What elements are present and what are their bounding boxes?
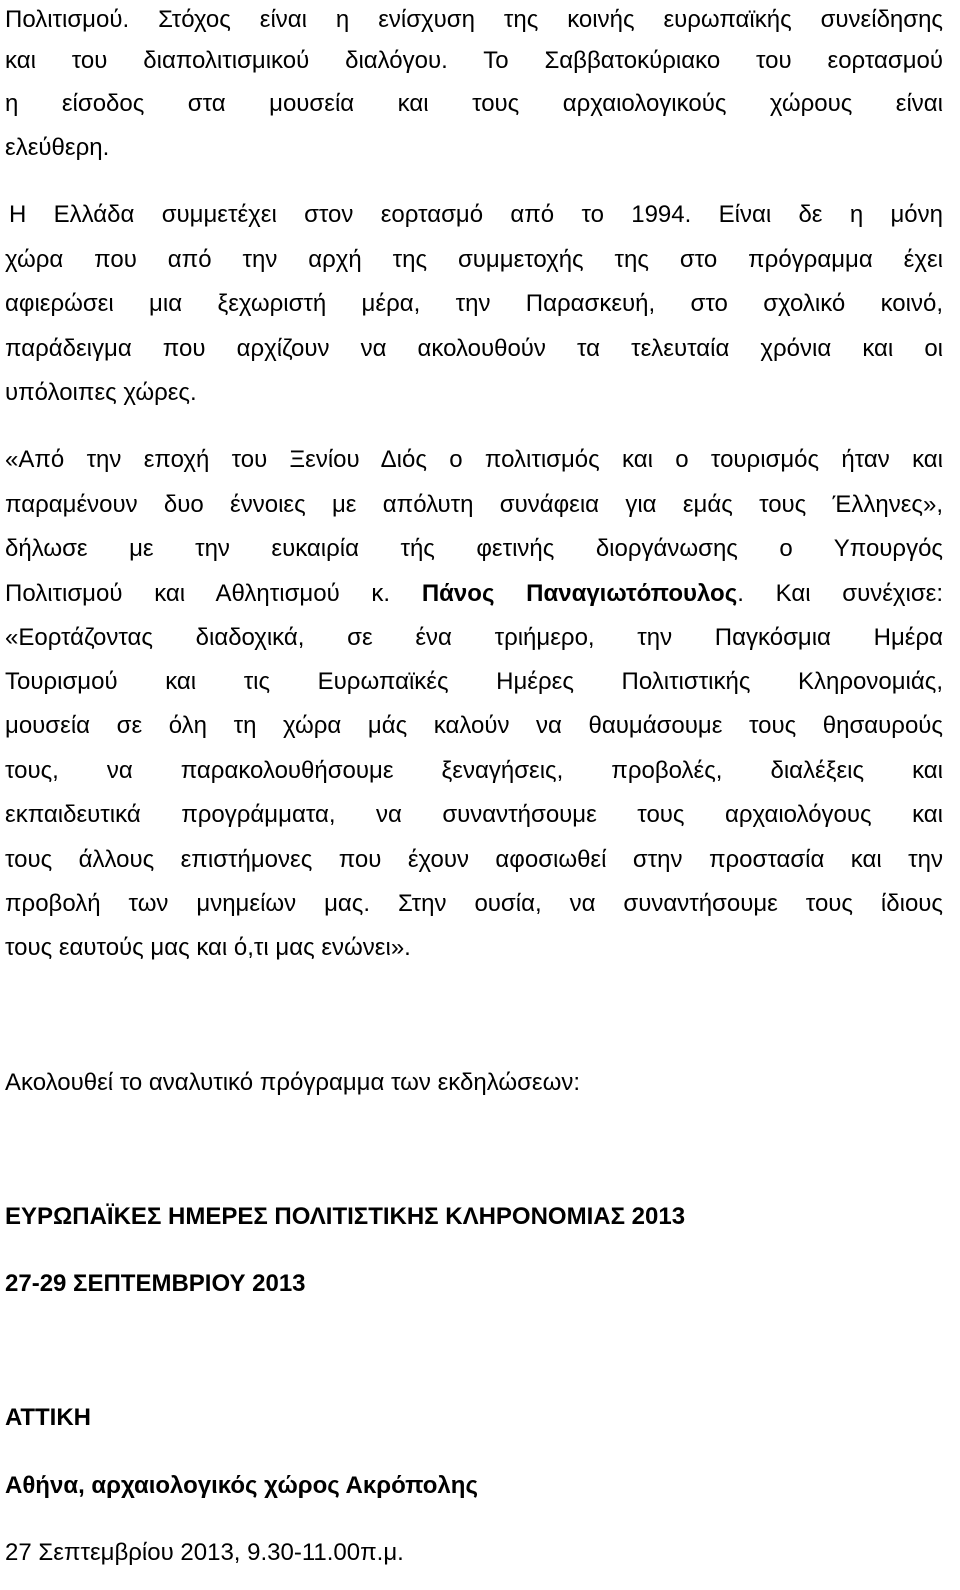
paragraph-line: Τουρισμού και τις Ευρωπαϊκές Ημέρες Πολιτιστικής Κληρονομιάς,: [5, 668, 943, 695]
paragraph-line: Πολιτισμού. Στόχος είναι η ενίσχυση της κοινής ευρωπαϊκής συνείδησης: [5, 6, 943, 33]
paragraph-line: προβολή των μνημείων μας. Στην ουσία, να συναντήσουμε τους ίδιους: [5, 890, 943, 917]
paragraph-line: Η Ελλάδα συμμετέχει στον εορτασμό από το 1994. Είναι δε η μόνη: [9, 201, 943, 228]
paragraph-line: υπόλοιπες χώρες.: [5, 379, 197, 406]
paragraph-line: δήλωσε με την ευκαιρία τής φετινής διοργάνωσης ο Υπουργός: [5, 535, 943, 562]
paragraph-line: [5, 572, 943, 616]
paragraph-line: τους εαυτούς μας και ό,τι μας ενώνει».: [5, 934, 411, 961]
venue-heading: Αθήνα, αρχαιολογικός χώρος Ακρόπολης: [5, 1472, 478, 1499]
paragraph-line: η είσοδος στα μουσεία και τους αρχαιολογικούς χώρους είναι: [5, 90, 943, 117]
paragraph-line: μουσεία σε όλη τη χώρα μάς καλούν να θαυμάσουμε τους θησαυρούς: [5, 712, 943, 739]
text: . Και συνέχισε:: [737, 580, 943, 607]
region-heading: ΑΤΤΙΚΗ: [5, 1404, 91, 1431]
paragraph-line: τους άλλους επιστήμονες που έχουν αφοσιωθεί στην προστασία και την: [5, 846, 943, 873]
paragraph-line: εκπαιδευτικά προγράμματα, να συναντήσουμε τους αρχαιολόγους και: [5, 801, 943, 828]
paragraph-line: παράδειγμα που αρχίζουν να ακολουθούν τα τελευταία χρόνια και οι: [5, 335, 943, 362]
paragraph-line: χώρα που από την αρχή της συμμετοχής της στο πρόγραμμα έχει: [5, 246, 943, 273]
paragraph-line: τους, να παρακολουθήσουμε ξεναγήσεις, προβολές, διαλέξεις και: [5, 757, 943, 784]
paragraph-line: και του διαπολιτισμικού διαλόγου. Το Σαββατοκύριακο του εορτασμού: [5, 47, 943, 74]
event-time: 27 Σεπτεμβρίου 2013, 9.30-11.00π.μ.: [5, 1539, 404, 1566]
program-title: ΕΥΡΩΠΑΪΚΕΣ ΗΜΕΡΕΣ ΠΟΛΙΤΙΣΤΙΚΗΣ ΚΛΗΡΟΝΟΜΙΑΣ 2013: [5, 1203, 686, 1230]
paragraph-line: «Εορτάζοντας διαδοχικά, σε ένα τριήμερο, την Παγκόσμια Ημέρα: [5, 624, 943, 651]
paragraph-line: αφιερώσει μια ξεχωριστή μέρα, την Παρασκευή, στο σχολικό κοινό,: [5, 290, 943, 317]
program-intro: Ακολουθεί το αναλυτικό πρόγραμμα των εκδηλώσεων:: [5, 1069, 580, 1096]
text: Πολιτισμού και Αθλητισμού κ.: [5, 580, 422, 607]
paragraph-line: παραμένουν δυο έννοιες με απόλυτη συνάφεια για εμάς τους Έλληνες»,: [5, 491, 943, 518]
program-dates: 27-29 ΣΕΠΤΕΜΒΡΙΟΥ 2013: [5, 1270, 306, 1297]
paragraph-line: ελεύθερη.: [5, 134, 110, 161]
minister-name: Πάνος Παναγιωτόπουλος: [421, 580, 738, 607]
paragraph-line: «Από την εποχή του Ξενίου Διός ο πολιτισμός και ο τουρισμός ήταν και: [5, 446, 943, 473]
